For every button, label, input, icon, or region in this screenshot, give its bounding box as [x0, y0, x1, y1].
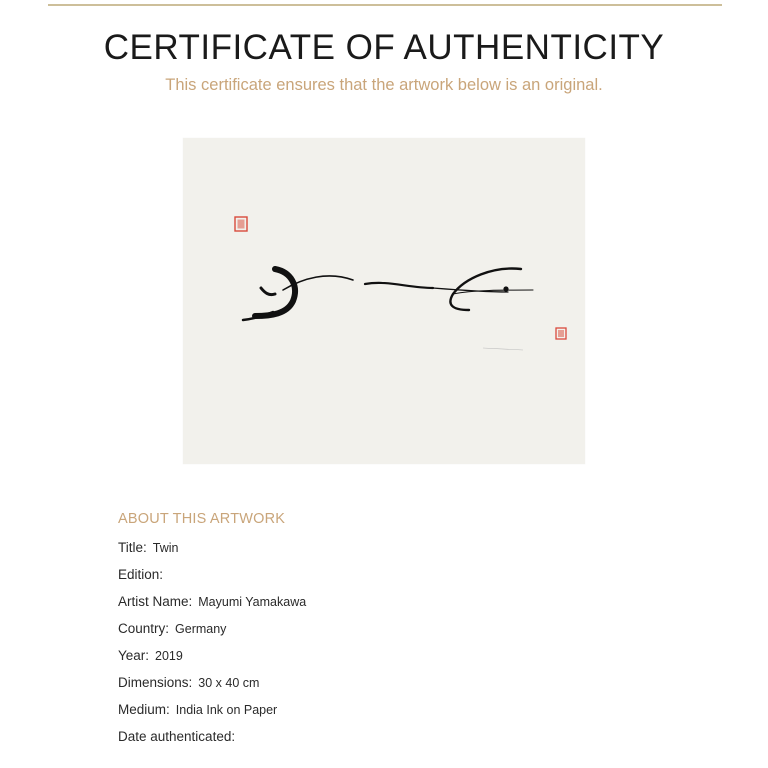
- detail-edition: [118, 565, 678, 592]
- detail-value: 30 x 40 cm: [198, 676, 260, 690]
- detail-label: Artist Name:: [118, 594, 193, 609]
- artwork-image: [183, 138, 585, 464]
- detail-value: Twin: [152, 541, 179, 555]
- detail-label: Dimensions:: [118, 675, 193, 690]
- detail-label: Year:: [118, 648, 150, 663]
- ink-dot: [503, 286, 508, 291]
- detail-value: 2019: [155, 649, 183, 663]
- detail-year: [118, 646, 678, 673]
- about-artwork-heading: ABOUT THIS ARTWORK: [118, 511, 286, 527]
- detail-label: Date authenticated:: [118, 729, 236, 744]
- detail-value: India Ink on Paper: [175, 703, 278, 717]
- calligraphy-artwork-image: [183, 138, 585, 464]
- detail-artist-name: [118, 592, 678, 619]
- detail-value: Mayumi Yamakawa: [198, 595, 307, 609]
- top-divider: [48, 4, 722, 6]
- detail-label: Country:: [118, 621, 170, 636]
- detail-label: Title:: [118, 540, 147, 555]
- detail-title: [118, 538, 678, 565]
- detail-label: Medium:: [118, 702, 170, 717]
- artwork-details-list: [118, 538, 678, 754]
- certificate-title: CERTIFICATE OF AUTHENTICITY: [103, 28, 665, 67]
- detail-medium: [118, 700, 678, 727]
- detail-country: [118, 619, 678, 646]
- detail-dimensions: [118, 673, 678, 700]
- detail-value: Germany: [175, 622, 227, 636]
- detail-date-authenticated: [118, 727, 678, 754]
- certificate-subtitle: This certificate ensures that the artwork below is an original.: [165, 76, 603, 94]
- detail-label: Edition:: [118, 567, 164, 582]
